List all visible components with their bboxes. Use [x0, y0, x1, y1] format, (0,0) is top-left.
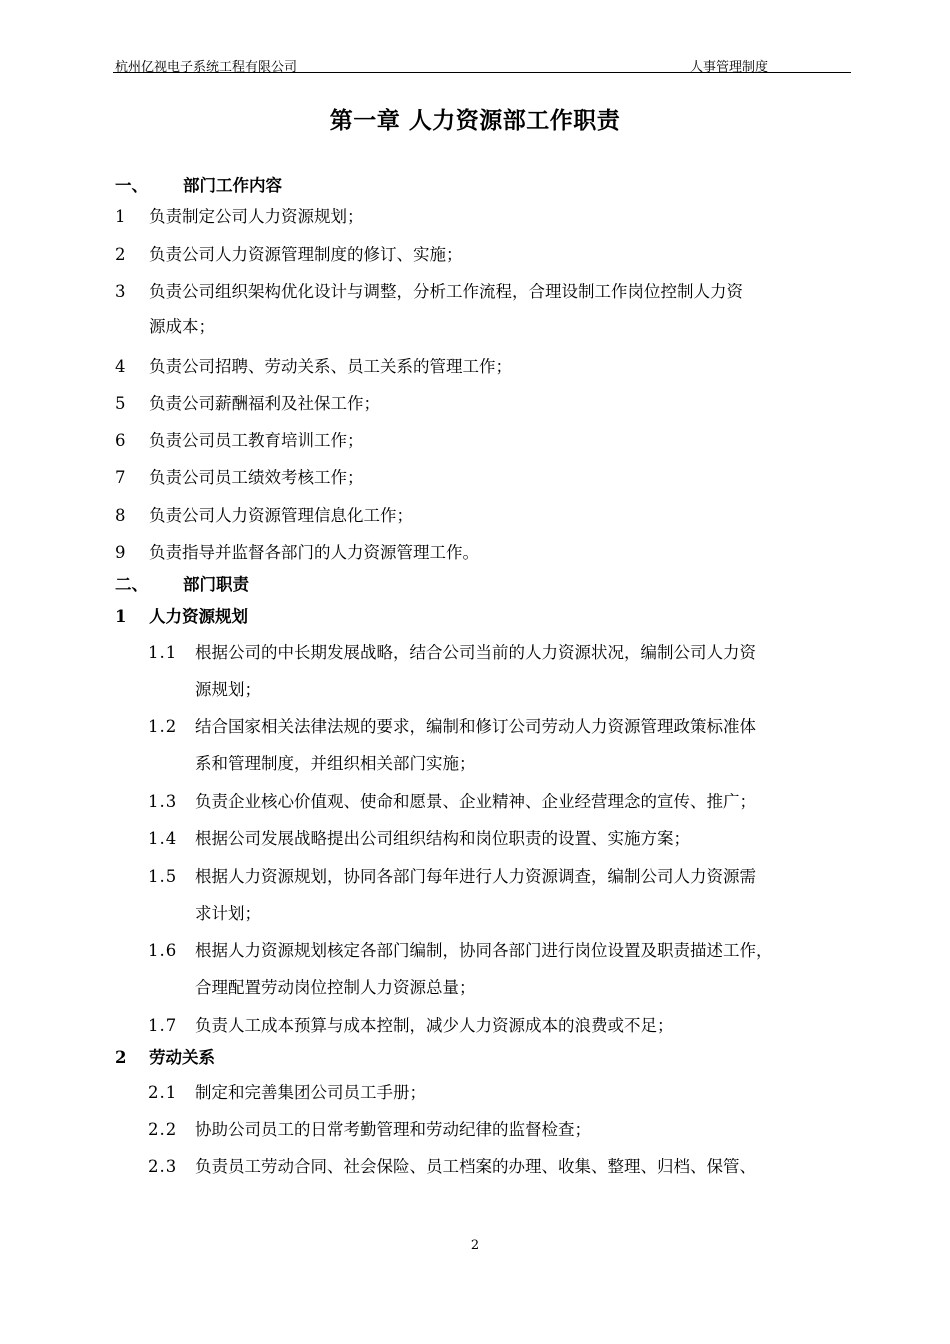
item-number: 9 — [115, 543, 126, 562]
item-text: 根据人力资源规划核定各部门编制，协同各部门进行岗位设置及职责描述工作， — [195, 941, 773, 960]
group-title: 人力资源规划 — [149, 607, 248, 626]
item-number: 3 — [115, 282, 126, 301]
item-text: 根据公司发展战略提出公司组织结构和岗位职责的设置、实施方案； — [195, 829, 690, 848]
item-number: 1.4 — [148, 829, 178, 848]
item-number: 1.3 — [148, 792, 178, 811]
item-text: 负责公司组织架构优化设计与调整，分析工作流程，合理设制工作岗位控制人力资 — [149, 282, 743, 301]
item-number: 1.7 — [148, 1016, 178, 1035]
item-number: 7 — [115, 468, 126, 487]
section-number: 二、 — [115, 575, 148, 594]
item-text: 负责企业核心价值观、使命和愿景、企业精神、企业经营理念的宣传、推广； — [195, 792, 756, 811]
item-text: 负责员工劳动合同、社会保险、员工档案的办理、收集、整理、归档、保管、 — [195, 1157, 756, 1176]
header-company: 杭州亿视电子系统工程有限公司 — [115, 60, 298, 75]
item-text-continued: 源成本； — [149, 317, 215, 336]
group-number: 2 — [115, 1048, 127, 1067]
section-heading-2 — [115, 570, 249, 600]
item-number: 1.6 — [148, 941, 178, 960]
item-text-continued: 求计划； — [195, 904, 261, 923]
group-title: 劳动关系 — [149, 1048, 215, 1067]
item-text: 负责公司员工绩效考核工作； — [149, 468, 364, 487]
item-text: 制定和完善集团公司员工手册； — [195, 1083, 426, 1102]
item-text: 负责公司员工教育培训工作； — [149, 431, 364, 450]
section-title: 部门工作内容 — [183, 176, 282, 195]
item-number: 2.1 — [148, 1083, 178, 1102]
item-number: 1.2 — [148, 717, 178, 736]
item-number: 1.1 — [148, 643, 178, 662]
item-text: 负责公司薪酬福利及社保工作； — [149, 394, 380, 413]
item-number: 4 — [115, 357, 126, 376]
item-number: 2 — [115, 245, 126, 264]
item-text: 根据人力资源规划，协同各部门每年进行人力资源调查，编制公司人力资源需 — [195, 867, 756, 886]
item-number: 5 — [115, 394, 126, 413]
header-rule — [113, 72, 851, 73]
page-number: 2 — [470, 1238, 480, 1253]
item-text: 负责指导并监督各部门的人力资源管理工作。 — [149, 543, 479, 562]
item-text-continued: 合理配置劳动岗位控制人力资源总量； — [195, 978, 476, 997]
item-text: 负责制定公司人力资源规划； — [149, 207, 364, 226]
item-text: 负责人工成本预算与成本控制，减少人力资源成本的浪费或不足； — [195, 1016, 674, 1035]
item-number: 1 — [115, 207, 126, 226]
item-number: 2.2 — [148, 1120, 178, 1139]
item-text: 结合国家相关法律法规的要求，编制和修订公司劳动人力资源管理政策标准体 — [195, 717, 756, 736]
item-text: 负责公司人力资源管理制度的修订、实施； — [149, 245, 463, 264]
item-number: 1.5 — [148, 867, 178, 886]
item-text: 负责公司人力资源管理信息化工作； — [149, 506, 413, 525]
group-number: 1 — [115, 607, 127, 626]
section-heading-1 — [115, 171, 282, 201]
item-text: 协助公司员工的日常考勤管理和劳动纪律的监督检查； — [195, 1120, 591, 1139]
section-title: 部门职责 — [183, 575, 249, 594]
item-text-continued: 源规划； — [195, 680, 261, 699]
item-text-continued: 系和管理制度，并组织相关部门实施； — [195, 754, 476, 773]
header-doc-title: 人事管理制度 — [690, 60, 769, 75]
item-number: 8 — [115, 506, 126, 525]
section-number: 一、 — [115, 176, 148, 195]
item-text: 负责公司招聘、劳动关系、员工关系的管理工作； — [149, 357, 512, 376]
item-number: 2.3 — [148, 1157, 178, 1176]
chapter-title: 第一章 人力资源部工作职责 — [329, 107, 621, 134]
item-number: 6 — [115, 431, 126, 450]
item-text: 根据公司的中长期发展战略，结合公司当前的人力资源状况，编制公司人力资 — [195, 643, 756, 662]
